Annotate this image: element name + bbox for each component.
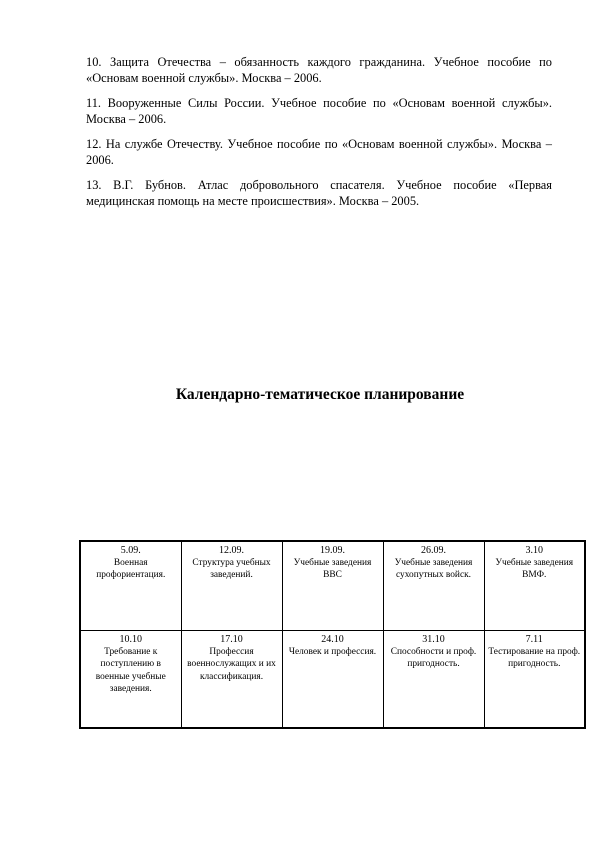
cell-topic: Учебные заведения сухопутных войск. [394,558,473,581]
section-heading: Календарно-тематическое планирование [175,386,465,403]
cell-date: 3.10 [525,545,543,556]
cell-topic: Профессия военнослужащих и их классификация. [187,647,276,682]
schedule-cell [383,541,484,631]
cell-topic: Способности и проф. пригодность. [390,647,477,670]
cell-topic: Военная профориентация. [96,558,166,581]
schedule-cell [80,541,181,631]
cell-date: 7.11 [525,634,543,645]
cell-date: 17.10 [220,634,243,645]
cell-topic: Человек и профессия. [288,647,377,658]
cell-date: 24.10 [321,634,344,645]
schedule-table [79,540,586,729]
cell-date: 31.10 [422,634,445,645]
schedule-cell [484,541,585,631]
cell-topic: Тестирование на проф. пригодность. [488,647,581,670]
cell-date: 19.09. [320,545,345,556]
cell-date: 5.09. [120,545,141,556]
cell-date: 10.10 [119,634,142,645]
reference-item: 13. В.Г. Бубнов. Атлас добровольного спасателя. Учебное пособие «Первая медицинская помощь на месте происшествия». Москва – 2005. [86,178,552,208]
cell-topic: Учебные заведения ВМФ. [495,558,574,581]
table-row [80,541,585,631]
schedule-cell [282,541,383,631]
schedule-cell [181,541,282,631]
schedule-cell [181,631,282,729]
cell-topic: Структура учебных заведений. [192,558,271,581]
cell-topic: Учебные заведения ВВС [293,558,372,581]
cell-topic: Требование к поступлению в военные учебные заведения. [95,647,166,694]
reference-item: 11. Вооруженные Силы России. Учебное пособие по «Основам военной службы». Москва – 2006. [86,96,552,126]
schedule-cell [383,631,484,729]
cell-date: 26.09. [421,545,446,556]
cell-date: 12.09. [219,545,244,556]
schedule-cell [80,631,181,729]
reference-item: 10. Защита Отечества – обязанность каждого гражданина. Учебное пособие по «Основам военной службы». Москва – 2006. [86,55,552,85]
table-row [80,631,585,729]
schedule-cell [484,631,585,729]
references-list [86,55,552,219]
reference-item: 12. На службе Отечеству. Учебное пособие по «Основам военной службы». Москва – 2006. [86,137,552,167]
schedule-cell [282,631,383,729]
